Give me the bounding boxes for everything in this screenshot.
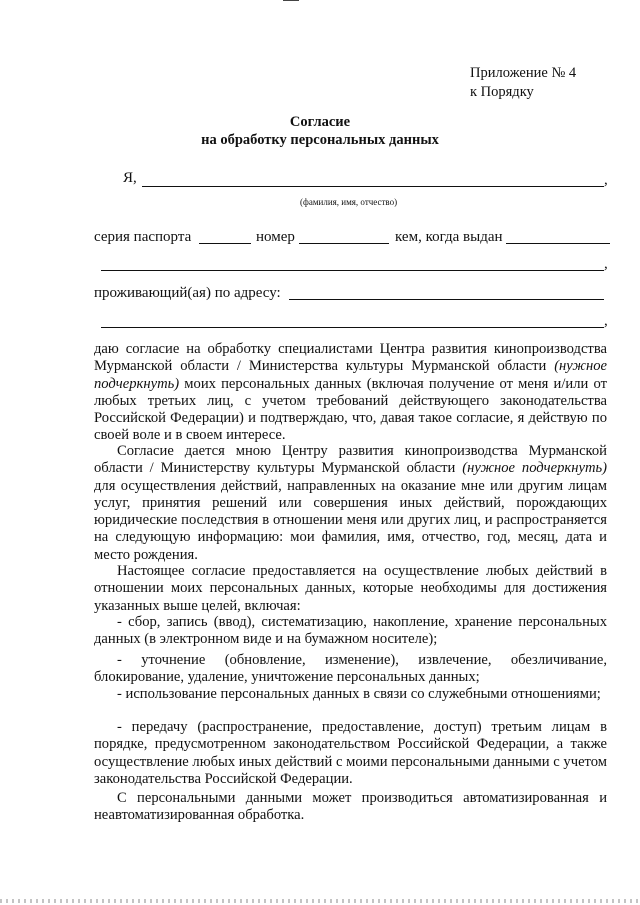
consent-bullet-3: - использование персональных данных в связи со служебными отношениями; bbox=[117, 686, 601, 702]
p1-text-a: даю согласие на обработку специалистами Центра развития кинопроизводства Мурманской области / Министерства культуры Мурманской области bbox=[94, 341, 607, 375]
passport-number-label: номер bbox=[256, 229, 295, 245]
fio-hint: (фамилия, имя, отчество) bbox=[300, 197, 398, 207]
passport-series-field[interactable] bbox=[199, 243, 251, 244]
consent-paragraph-4: С персональными данными может производиться автоматизированная и неавтоматизированная обработка. bbox=[94, 790, 607, 824]
consent-bullet-2: - уточнение (обновление, изменение), извлечение, обезличивание, блокирование, удаление, уничтожение персональных данных; bbox=[94, 652, 607, 686]
p2-italic-note: (нужное подчеркнуть) bbox=[462, 460, 608, 477]
address-label: проживающий(ая) по адресу: bbox=[94, 285, 281, 301]
issued-by-field-line2[interactable] bbox=[101, 270, 604, 271]
page-bottom-edge bbox=[0, 899, 640, 903]
document-subtitle: на обработку персональных данных bbox=[201, 132, 439, 148]
consent-bullet-1: - сбор, запись (ввод), систематизацию, накопление, хранение персональных данных (в электронном виде и на бумажном носителе); bbox=[94, 614, 607, 648]
consent-paragraph-3: Настоящее согласие предоставляется на осуществление любых действий в отношении моих персональных данных, которые необходимы для достижения указанных выше целей, включая: bbox=[94, 563, 607, 614]
document-title: Согласие bbox=[289, 114, 351, 130]
consent-paragraph-1 bbox=[94, 341, 607, 445]
passport-number-field[interactable] bbox=[299, 243, 389, 244]
p1-text-b: моих персональных данных (включая получение от меня и/или от любых третьих лиц, с учетом требований действующего законодательства Российской Федерации) и подтверждаю, что, давая такое согласие, я действую по своей воле и в своем интересе. bbox=[94, 375, 607, 444]
p1-italic-note: (нужное подчеркнуть) bbox=[94, 358, 607, 392]
p2-text-a: Согласие дается мною Центру развития кинопроизводства Мурманской области / Министерству культуры Мурманской области bbox=[94, 443, 607, 477]
address-field[interactable] bbox=[289, 299, 604, 300]
fio-field-line[interactable] bbox=[142, 186, 604, 187]
address-comma: , bbox=[604, 313, 608, 329]
passport-series-label: серия паспорта bbox=[94, 229, 192, 245]
consent-paragraph-2 bbox=[94, 443, 607, 564]
issued-by-label: кем, когда выдан bbox=[395, 229, 503, 245]
page-top-mark bbox=[283, 0, 299, 1]
appendix-header bbox=[470, 64, 576, 102]
issued-by-field[interactable] bbox=[506, 243, 610, 244]
fio-comma: , bbox=[604, 172, 608, 188]
address-field-line2[interactable] bbox=[101, 327, 604, 328]
p2-text-b: для осуществления действий, направленных на оказание мне или другим лицам услуг, принятия решений или совершения иных действий, порождающих юридические последствия в отношении меня или других лиц, и распространяется на следующую информацию: мои фамилия, имя, отчество, год, месяц, дата и место рождения. bbox=[94, 477, 607, 563]
issued-comma: , bbox=[604, 256, 608, 272]
ya-label: Я, bbox=[123, 170, 137, 186]
appendix-number: Приложение № 4 bbox=[470, 65, 577, 81]
consent-bullet-4: - передачу (распространение, предоставление, доступ) третьим лицам в порядке, предусмотренном законодательством Российской Федерации, а также осуществление любых иных действий с моими персональными данными с учетом законодательства Российской Федерации. bbox=[94, 719, 607, 787]
appendix-ref: к Порядку bbox=[470, 84, 534, 100]
